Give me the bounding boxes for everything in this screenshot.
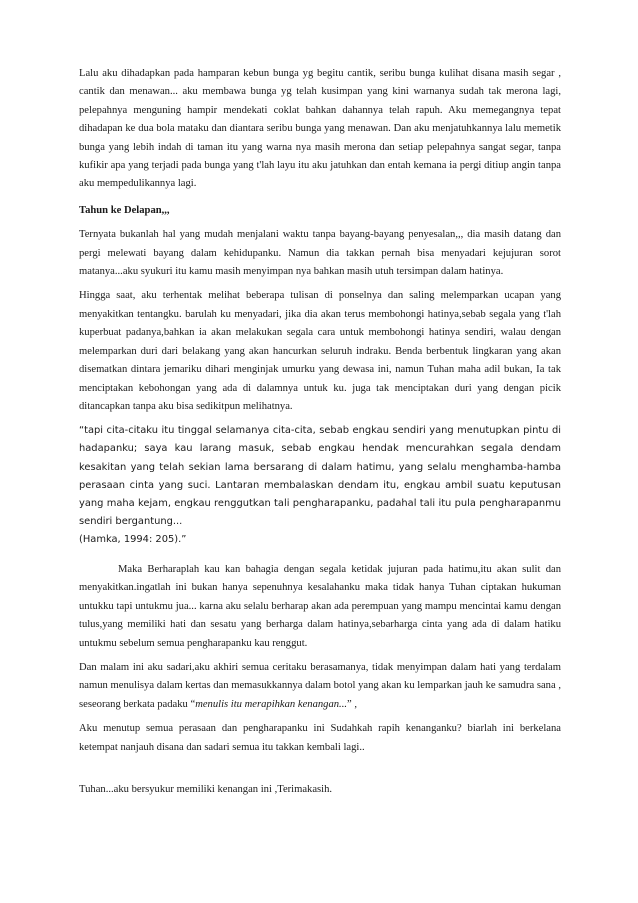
paragraph-night [79,659,561,714]
paragraph-hope: Maka Berharaplah kau kan bahagia dengan segala ketidak jujuran pada hatimu,itu akan sulit dan menyakitkan.ingatlah ini bukan hanya sepenuhnya kesalahanku maka tidak hanya Tuhan ciptakan hukuman untukku tapi untukmu jua... karna aku selalu berharap akan ada perempuan yang mampu mencintai kamu dengan tulus,yang memiliki hati dan sesatu yang berharga dalam hatinya,sebarharga cinta yang ada di dalam hatiku untukmu sebelum semua pengharapanku kau renggut. [79,563,561,649]
closing-line: Tuhan...aku bersyukur memiliki kenangan ini ,Terimakasih. [79,784,333,796]
spacer [79,763,561,781]
paragraph-night-quote: menulis itu merapihkan kenangan... [195,698,348,710]
paragraph-night-tail: ” , [347,698,358,710]
paragraph-garden: Lalu aku dihadapkan pada hamparan kebun bunga yg begitu cantik, seribu bunga kulihat disana masih segar , cantik dan menawan... aku membawa bunga yg telah kusimpan yang kini warnanya sudah tak merona lagi, pelepahnya menguning hampir mendekati coklat bahkan dahannya telah rapuh. Aku memegangnya tepat dihadapan ke dua bola mataku dan diantara seribu bunga yang menawan. Dan aku menjatuhkannya lalu memetik bunga yang lebih indah di taman itu yang warna nya masih merona dan setiap pelepahnya sangat segar, tanpa kufikir apa yang terjadi pada bunga yang t'lah layu itu aku jatuhkan dan entah kemana ia pergi ditiup angin tanpa aku mempedulikannya lagi. [79,68,561,190]
paragraph-closing-feelings: Aku menutup semua perasaan dan pengharapanku ini Sudahkah rapih kenanganku? biarlah ini berkelana ketempat nanjauh disana dan sadari semua itu takkan kembali lagi.. [79,723,561,753]
document-body [79,65,561,805]
quote-text: “tapi cita-citaku itu tinggal selamanya cita-cita, sebab engkau sendiri yang menutupkan pintu di hadapanku; saya kau larang masuk, sebab engkau hendak mencurahkan segala dendam kesakitan yang telah sekian lama bersarang di dalam hatimu, yang selalu menghamba-hamba perasaan cinta yang suci. Lantaran membalaskan dendam itu, engkau ambil suatu keputusan yang maha kejam, engkau renggutkan tali pengharapanku, padahal tali itu pula pengharapanmu sendiri bergantung... [79,425,561,527]
section-heading: Tahun ke Delapan,,, [79,204,170,216]
block-quote [79,422,561,549]
paragraph-night-lead: Dan malam ini aku sadari,aku akhiri semua ceritaku berasamanya, tidak menyimpan dalam hati yang terdalam namun menulisya dalam kertas dan memasukkannya dalam botol yang akan ku lemparkan jauh ke samudra sana , seseorang berkata padaku “ [79,662,561,710]
paragraph-phone: Hingga saat, aku terhentak melihat beberapa tulisan di ponselnya dan saling melemparkan ucapan yang menyakitkan tentangku. barulah ku menyadari, jika dia akan terus membohongi hatinya,sebab segala yang t'lah kuperbuat padanya,bahkan ia akan melakukan segala cara untuk membohongi hatinya sendiri, walau dengan melemparkan duri dari belakang yang akan hancurkan seluruh indraku. Benda berbentuk lingkaran yang akan disematkan dintara jemariku dihari menginjak umurku yang dewasa ini, namun Tuhan maha adil bukan, Ia tak menciptakan kebohongan yang ada di dalamnya untuk ku. juga tak menciptakan duri yang dengan picik ditancapkan tanpa aku bisa sedikitpun melihatnya. [79,290,561,412]
quote-citation: (Hamka, 1994: 205).” [79,533,187,545]
paragraph-regret: Ternyata bukanlah hal yang mudah menjalani waktu tanpa bayang-bayang penyesalan,,, dia masih datang dan pergi melewati bayang dalam kehidupanku. Namun dia takkan pernah bisa menyadari kejujuran sorot matanya...aku syukuri itu kamu masih menyimpan nya bahkan masih utuh tersimpan dalam hatinya. [79,229,561,278]
